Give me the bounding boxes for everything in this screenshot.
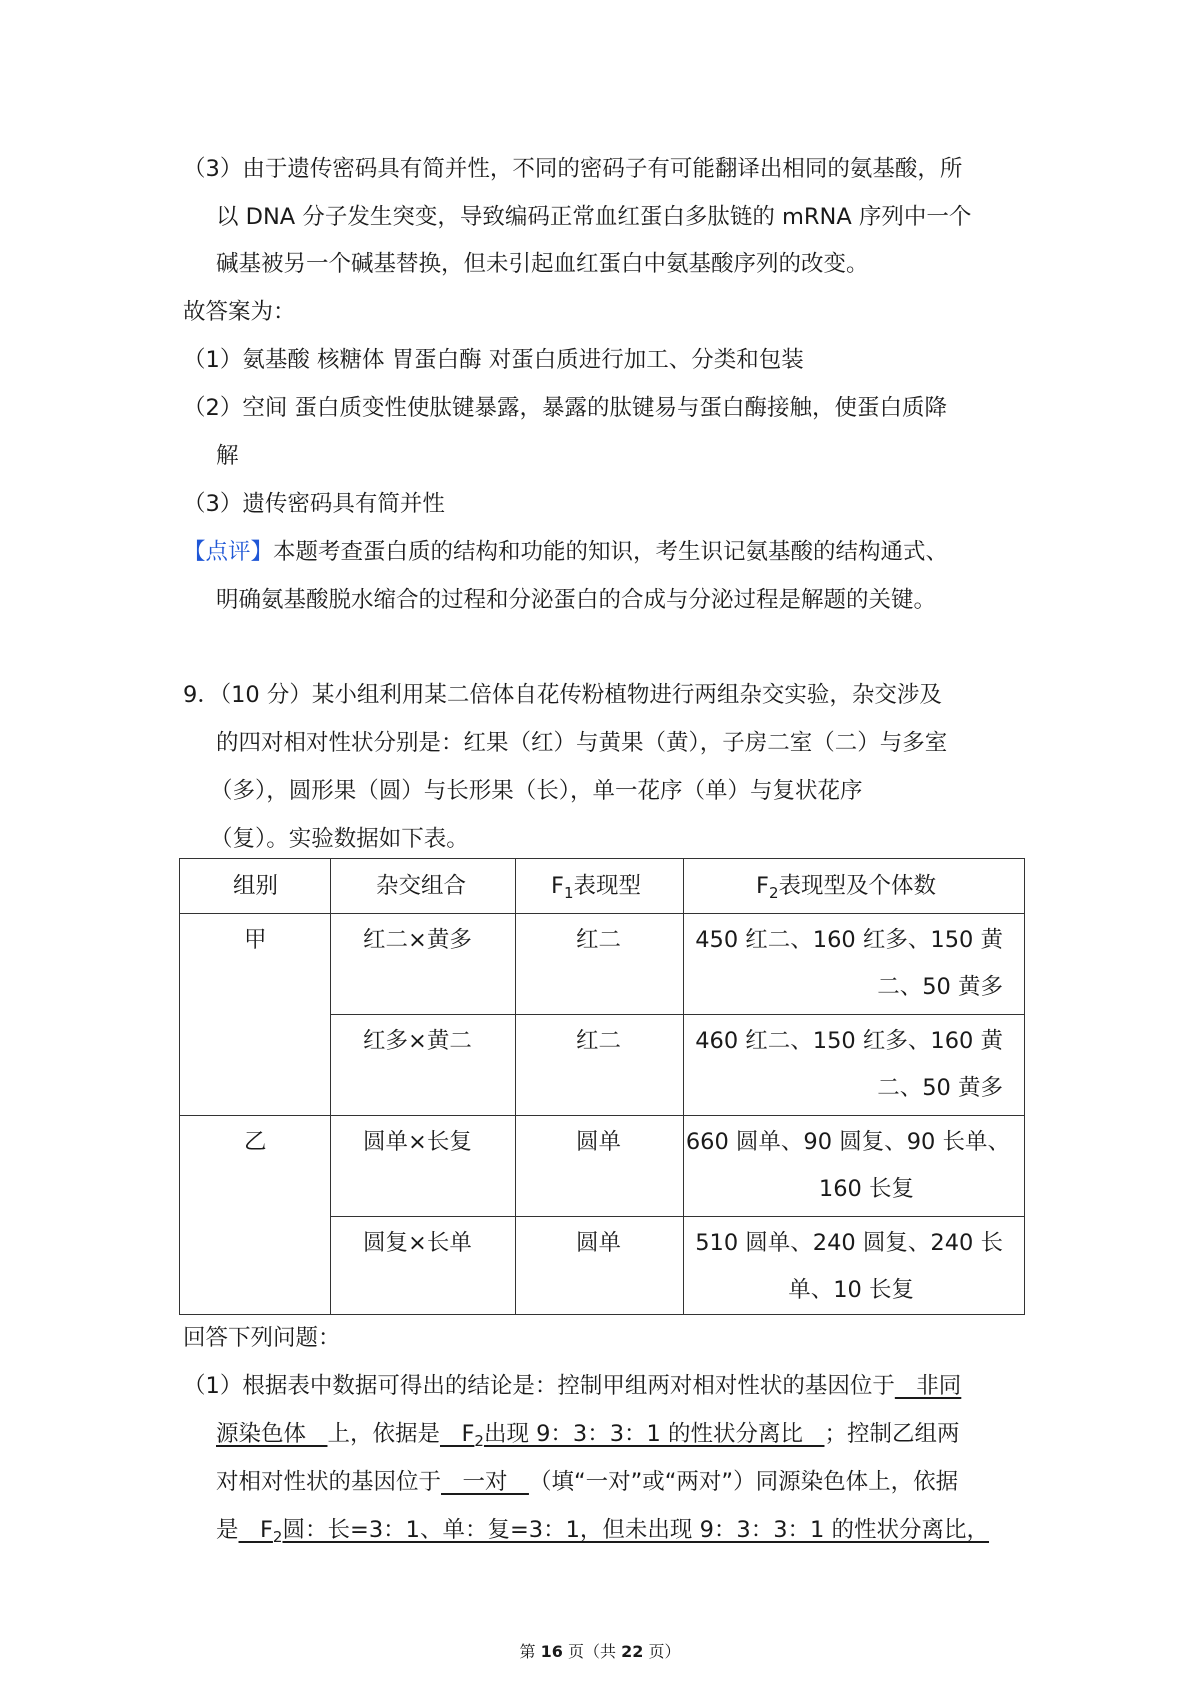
- header-group: 组别: [233, 873, 279, 899]
- table-row-3-f1-cell: [516, 1116, 684, 1217]
- para-part3-line3: 碱基被另一个碱基替换，但未引起血红蛋白中氨基酸序列的改变。: [216, 251, 869, 277]
- answer-blank-1a: 非同: [894, 1373, 962, 1399]
- table-row-4-cross: 圆复×长单: [363, 1230, 472, 1256]
- table-row-1-f1-cell: [516, 914, 684, 1015]
- review-text-1: 本题考查蛋白质的结构和功能的知识，考生识记氨基酸的结构通式、: [273, 539, 949, 565]
- table-row-2-f2-line2: 二、50 黄多: [877, 1075, 1003, 1101]
- header-cross: 杂交组合: [376, 873, 467, 899]
- questions-intro: 回答下列问题：: [183, 1325, 341, 1351]
- table-row-3-f1: 圆单: [576, 1129, 622, 1155]
- answer-2-line2: 解: [216, 443, 239, 469]
- table-row-4-f2-line2: 单、10 长复: [788, 1277, 914, 1303]
- table-row-1-f1: 红二: [576, 927, 622, 953]
- group-b-cell: [180, 1116, 331, 1315]
- table-row-4-cross-cell: [331, 1217, 516, 1315]
- answer-blank-2: $F_2$出现 9：3：3：1 的性状分离比: [439, 1421, 825, 1450]
- question-1-line2: 源染色体 上，依据是 $F_2$出现 9：3：3：1 的性状分离比 ；控制乙组两: [216, 1421, 960, 1450]
- table-row-1-cross-cell: [331, 914, 516, 1015]
- table-row-4-f1-cell: [516, 1217, 684, 1315]
- page-footer: 第 16 页（共 22 页）: [519, 1642, 681, 1661]
- table-row-3-f2-cell: [684, 1116, 1025, 1217]
- table-row-4-f2-cell: [684, 1217, 1025, 1315]
- para-part3-line2: 以 DNA 分子发生突变，导致编码正常血红蛋白多肽链的 mRNA 序列中一个: [216, 204, 972, 230]
- review-tag: 【点评】: [183, 539, 274, 565]
- answer-2-line1: （2）空间 蛋白质变性使肽键暴露，暴露的肽键易与蛋白酶接触，使蛋白质降: [183, 395, 947, 421]
- table-row-1-cross: 红二×黄多: [363, 927, 472, 953]
- header-f1-cell: [516, 859, 684, 914]
- table-row-4-f2-line1: 510 圆单、240 圆复、240 长: [695, 1230, 1003, 1256]
- question-1-line4: 是 $F_2$圆：长=3：1、单：复=3：1，但未出现 9：3：3：1 的性状分离比，: [216, 1517, 990, 1546]
- table-row-1-f2-line2: 二、50 黄多: [877, 974, 1003, 1000]
- header-f1: $F_1$表现型: [551, 873, 642, 902]
- table-row-3-cross: 圆单×长复: [363, 1129, 472, 1155]
- table-row-2-f1: 红二: [576, 1028, 622, 1054]
- page-number: 16: [540, 1642, 563, 1661]
- header-f2-cell: [684, 859, 1025, 914]
- group-a-cell: [180, 914, 331, 1116]
- answer-blank-3: 一对: [441, 1469, 529, 1495]
- table-row-3-f2-line1: 660 圆单、90 圆复、90 长单、: [685, 1129, 1010, 1155]
- question-1-line3: 对相对性状的基因位于 一对 （填“一对”或“两对”）同源染色体上，依据: [216, 1469, 959, 1495]
- q9-line4: （复）。实验数据如下表。: [210, 826, 469, 852]
- table-row-1-f2-cell: [684, 914, 1025, 1015]
- data-table: [179, 858, 1025, 1315]
- table-row-4-f1: 圆单: [576, 1230, 622, 1256]
- review-line2: 明确氨基酸脱水缩合的过程和分泌蛋白的合成与分泌过程是解题的关键。: [216, 587, 937, 613]
- header-group-cell: [180, 859, 331, 914]
- answer-1: （1）氨基酸 核糖体 胃蛋白酶 对蛋白质进行加工、分类和包装: [183, 347, 804, 373]
- review-line1: [183, 536, 948, 568]
- table-row-2-cross-cell: [331, 1015, 516, 1116]
- answer-blank-4: $F_2$圆：长=3：1、单：复=3：1，但未出现 9：3：3：1 的性状分离比，: [238, 1517, 990, 1546]
- table-row-3-f2-line2: 160 长复: [818, 1176, 914, 1202]
- q9-line1: 9．（10 分）某小组利用某二倍体自花传粉植物进行两组杂交实验，杂交涉及: [183, 682, 942, 708]
- table-row-2-f2-line1: 460 红二、150 红多、160 黄: [695, 1028, 1003, 1054]
- table-row-1-f2-line1: 450 红二、160 红多、150 黄: [695, 927, 1003, 953]
- header-cross-cell: [331, 859, 516, 914]
- answer-intro: 故答案为：: [183, 299, 296, 325]
- q9-line3: （多），圆形果（圆）与长形果（长），单一花序（单）与复状花序: [210, 778, 863, 804]
- table-row-2-f2-cell: [684, 1015, 1025, 1116]
- table-row-2-f1-cell: [516, 1015, 684, 1116]
- table-row-2-cross: 红多×黄二: [363, 1028, 472, 1054]
- q9-line2: 的四对相对性状分别是：红果（红）与黄果（黄），子房二室（二）与多室: [216, 730, 948, 756]
- header-f2: $F_2$表现型及个体数: [756, 873, 937, 902]
- answer-3: （3）遗传密码具有简并性: [183, 491, 445, 517]
- question-1-line1: （1）根据表中数据可得出的结论是：控制甲组两对相对性状的基因位于 非同: [183, 1373, 962, 1399]
- table-row-3-cross-cell: [331, 1116, 516, 1217]
- answer-blank-1b: 源染色体: [216, 1421, 328, 1447]
- page-total: 22: [621, 1642, 644, 1661]
- group-a-label: 甲: [244, 927, 267, 953]
- group-b-label: 乙: [244, 1129, 267, 1155]
- para-part3-line1: （3）由于遗传密码具有简并性，不同的密码子有可能翻译出相同的氨基酸，所: [183, 156, 963, 182]
